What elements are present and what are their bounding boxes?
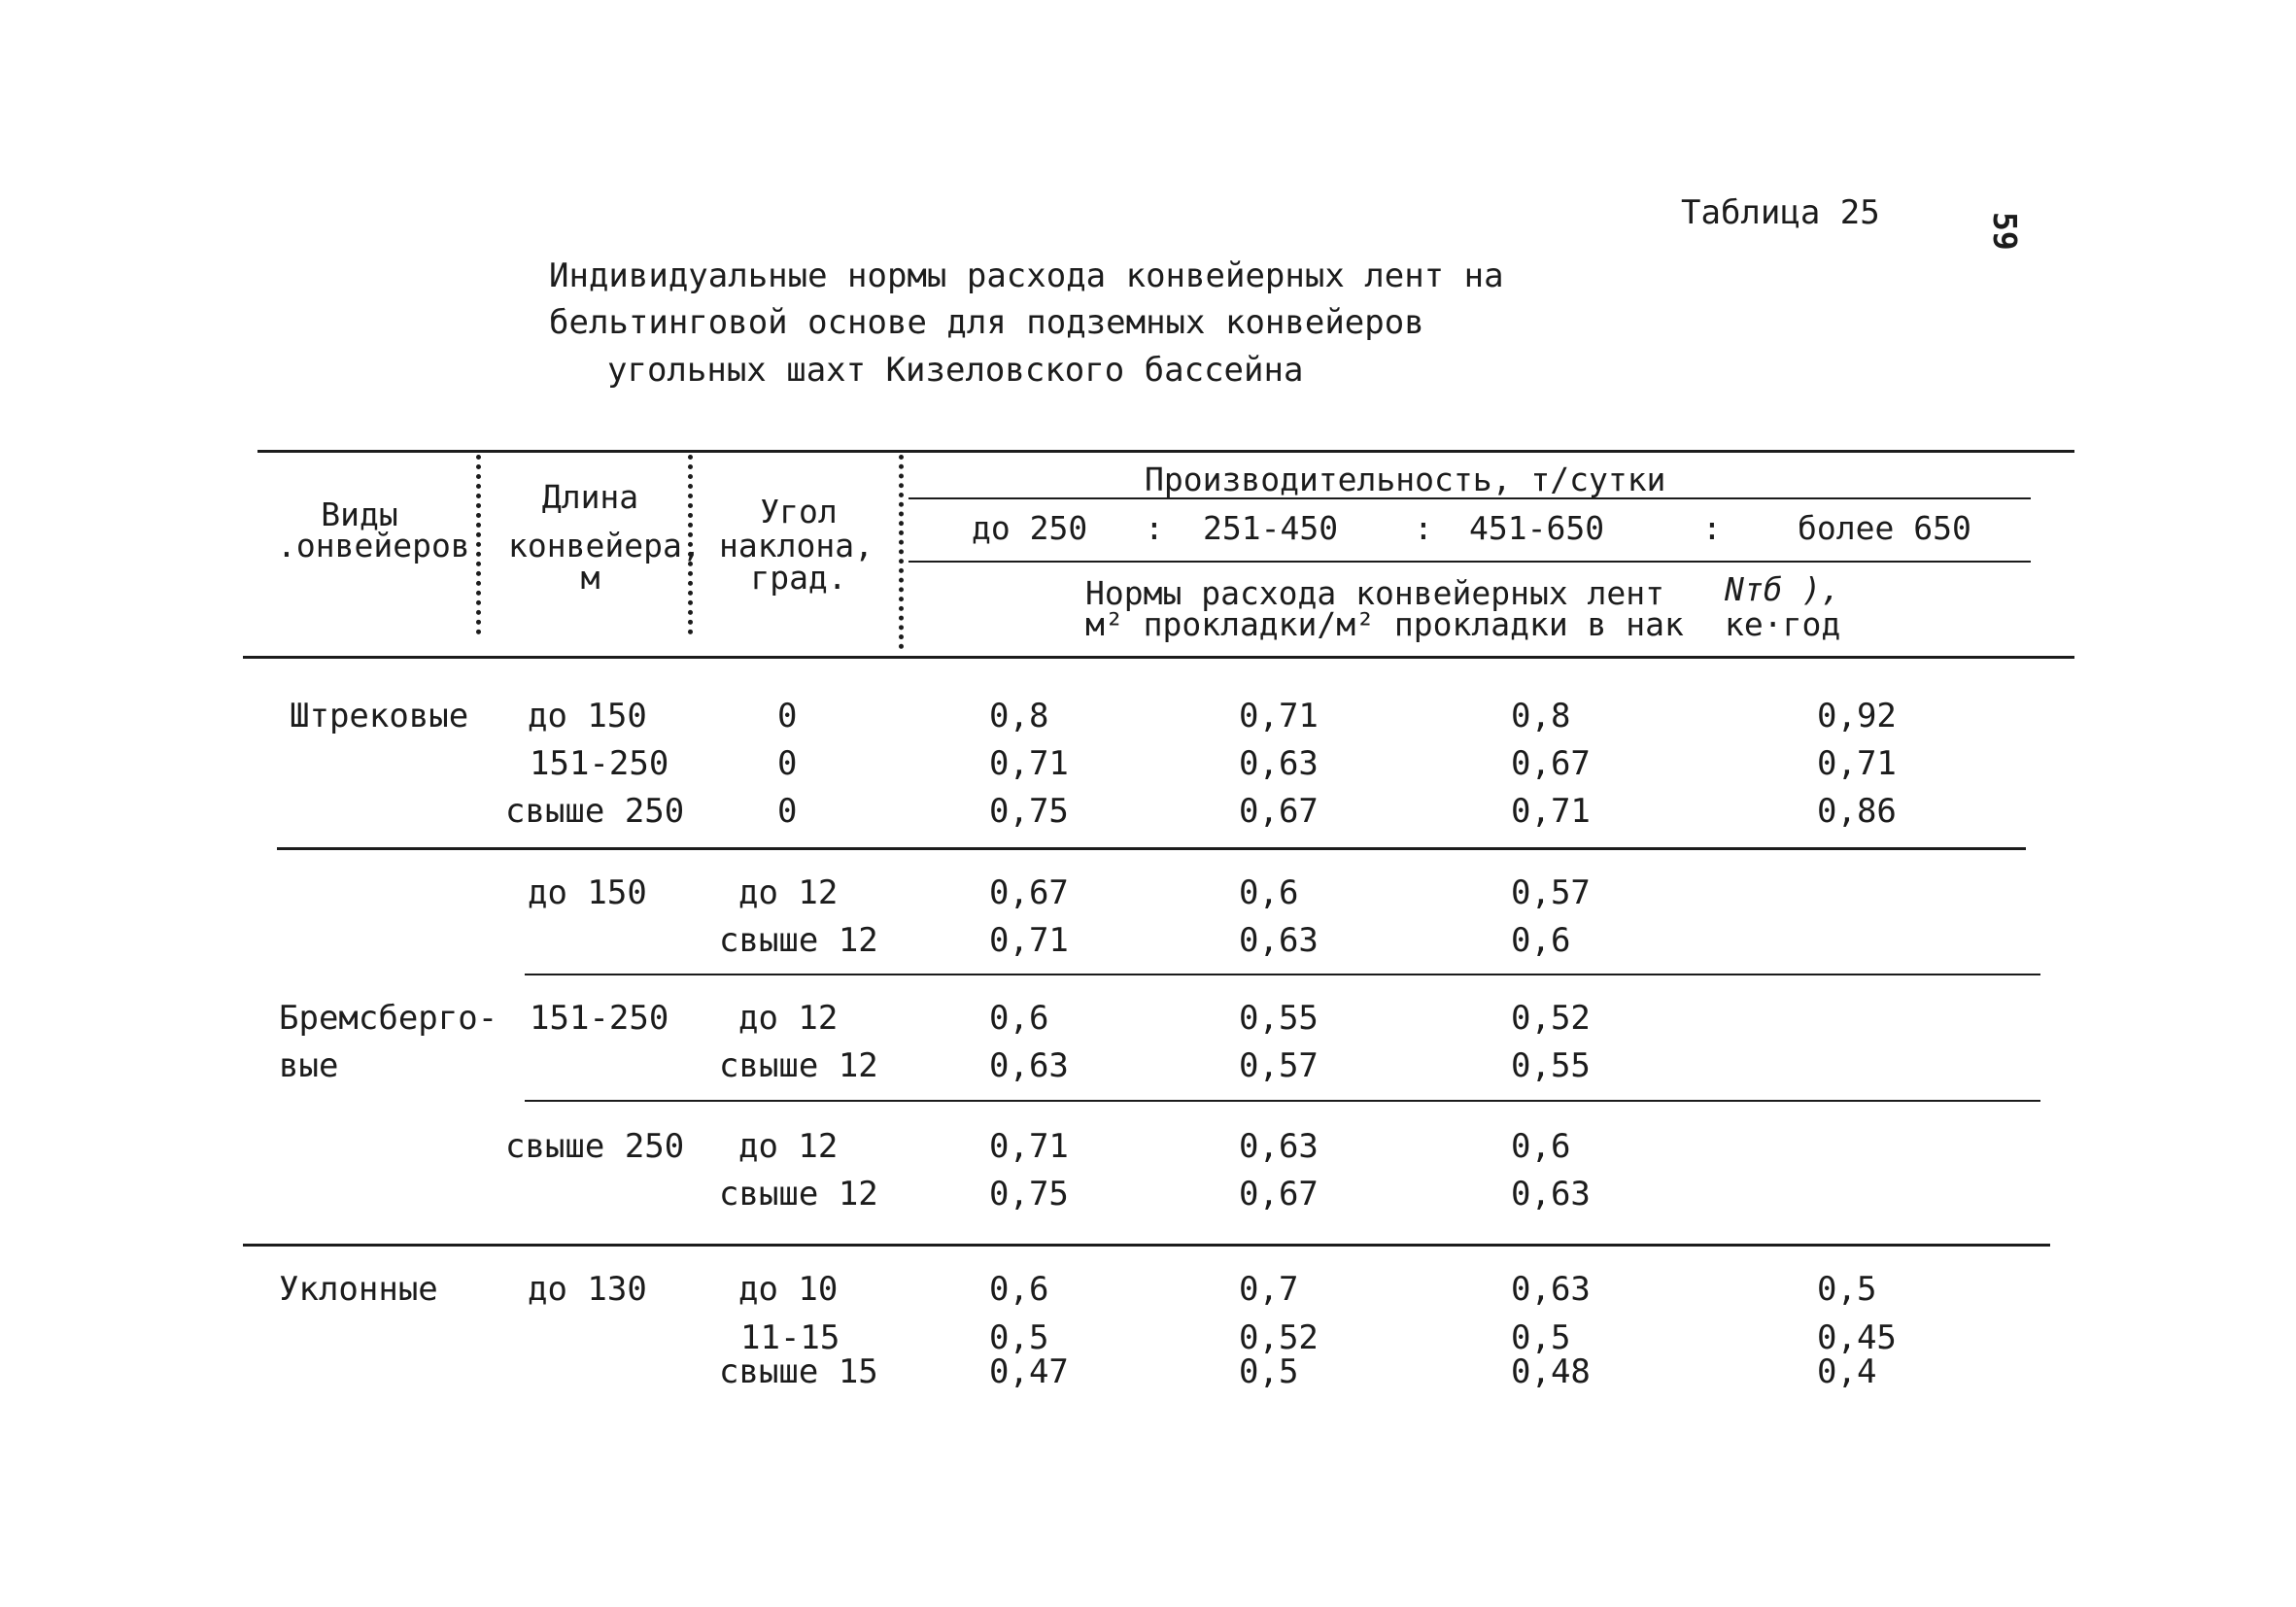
value-cell: 0,71: [1511, 792, 1591, 831]
value-cell: 0,8: [1511, 697, 1571, 735]
length-cell: 151-250: [530, 999, 669, 1038]
page-number: 59: [1986, 212, 2024, 251]
value-cell: 0,75: [989, 1175, 1069, 1214]
header-range-3: 451-650: [1469, 509, 1605, 547]
value-cell: 0,71: [1817, 744, 1897, 783]
value-cell: 0,67: [1511, 744, 1591, 783]
title-line-3: угольных шахт Кизеловского бассейна: [607, 351, 1304, 390]
length-cell: до 150: [528, 697, 647, 735]
value-cell: 0,6: [1511, 921, 1571, 960]
value-cell: 0,92: [1817, 697, 1897, 735]
value-cell: 0,57: [1511, 873, 1591, 912]
group-type-label: вые: [279, 1046, 339, 1085]
col-separator-3: [899, 455, 904, 649]
group-rule-2: [243, 1244, 2050, 1247]
value-cell: 0,5: [1239, 1352, 1299, 1391]
group-type-label: Уклонные: [279, 1270, 438, 1309]
title-line-2: бельтинговой основе для подземных конвейеров: [549, 303, 1424, 342]
value-cell: 0,67: [1239, 792, 1319, 831]
value-cell: 0,52: [1239, 1318, 1319, 1357]
table-top-rule: [257, 450, 2074, 453]
group-type-label: Штрековые: [290, 697, 469, 735]
subgroup-rule-1: [525, 974, 2040, 975]
header-type-line-2: .онвейеров: [277, 527, 470, 564]
header-norms-unit: ке·год: [1725, 605, 1841, 643]
header-type-line-1: Виды: [321, 496, 398, 533]
group-type-label: Бремсберго-: [279, 999, 498, 1038]
angle-cell: свыше 12: [719, 1175, 878, 1214]
value-cell: 0,6: [989, 999, 1049, 1038]
value-cell: 0,48: [1511, 1352, 1591, 1391]
header-length-line-1: Длина: [541, 478, 639, 516]
length-cell: свыше 250: [505, 1127, 685, 1166]
value-cell: 0,67: [989, 873, 1069, 912]
angle-cell: свыше 15: [719, 1352, 878, 1391]
length-cell: 151-250: [530, 744, 669, 783]
header-productivity: Производительность, т/сутки: [1145, 461, 1666, 498]
length-cell: до 130: [528, 1270, 647, 1309]
value-cell: 0,55: [1511, 1046, 1591, 1085]
header-angle-line-3: град.: [750, 559, 847, 597]
value-cell: 0,45: [1817, 1318, 1897, 1357]
value-cell: 0,63: [1511, 1175, 1591, 1214]
value-cell: 0,8: [989, 697, 1049, 735]
value-cell: 0,5: [1817, 1270, 1877, 1309]
value-cell: 0,57: [1239, 1046, 1319, 1085]
table-label: Таблица 25: [1681, 193, 1880, 232]
value-cell: 0,75: [989, 792, 1069, 831]
header-angle-line-1: Угол: [760, 493, 838, 530]
col-separator-1: [476, 455, 481, 634]
angle-cell: до 12: [738, 999, 839, 1038]
value-cell: 0,6: [1511, 1127, 1571, 1166]
value-cell: 0,6: [1239, 873, 1299, 912]
value-cell: 0,4: [1817, 1352, 1877, 1391]
header-range-4: более 650: [1798, 509, 1971, 547]
range-separator-2: :: [1414, 509, 1433, 547]
angle-cell: до 12: [738, 1127, 839, 1166]
header-norms-line-1: Нормы расхода конвейерных лент: [1085, 574, 1665, 612]
angle-cell: до 12: [738, 873, 839, 912]
header-range-1: до 250: [972, 509, 1088, 547]
title-line-1: Индивидуальные нормы расхода конвейерных лент на: [549, 256, 1504, 295]
value-cell: 0,7: [1239, 1270, 1299, 1309]
length-cell: до 150: [528, 873, 647, 912]
angle-cell: 0: [777, 744, 798, 783]
header-angle-line-2: наклона,: [719, 527, 874, 564]
value-cell: 0,71: [989, 921, 1069, 960]
value-cell: 0,5: [989, 1318, 1049, 1357]
group-rule-1: [277, 847, 2026, 850]
value-cell: 0,67: [1239, 1175, 1319, 1214]
range-separator-1: :: [1145, 509, 1164, 547]
value-cell: 0,63: [1239, 1127, 1319, 1166]
value-cell: 0,63: [989, 1046, 1069, 1085]
header-length-line-3: м: [580, 559, 600, 597]
angle-cell: до 10: [738, 1270, 839, 1309]
value-cell: 0,52: [1511, 999, 1591, 1038]
header-range-2: 251-450: [1203, 509, 1339, 547]
header-norms-line-2: м² прокладки/м² прокладки в нак: [1085, 605, 1684, 643]
value-cell: 0,71: [1239, 697, 1319, 735]
value-cell: 0,86: [1817, 792, 1897, 831]
header-norms-symbol: Nтб ),: [1725, 570, 1841, 608]
angle-cell: 11-15: [740, 1318, 840, 1357]
value-cell: 0,63: [1239, 921, 1319, 960]
angle-cell: свыше 12: [719, 1046, 878, 1085]
value-cell: 0,6: [989, 1270, 1049, 1309]
range-separator-3: :: [1702, 509, 1722, 547]
angle-cell: 0: [777, 792, 798, 831]
value-cell: 0,63: [1511, 1270, 1591, 1309]
ranges-rule: [908, 561, 2031, 563]
value-cell: 0,55: [1239, 999, 1319, 1038]
value-cell: 0,71: [989, 1127, 1069, 1166]
value-cell: 0,71: [989, 744, 1069, 783]
value-cell: 0,5: [1511, 1318, 1571, 1357]
header-length-line-2: конвейера,: [508, 527, 702, 564]
angle-cell: свыше 12: [719, 921, 878, 960]
length-cell: свыше 250: [505, 792, 685, 831]
angle-cell: 0: [777, 697, 798, 735]
header-bottom-rule: [243, 656, 2074, 659]
value-cell: 0,47: [989, 1352, 1069, 1391]
value-cell: 0,63: [1239, 744, 1319, 783]
subgroup-rule-2: [525, 1100, 2040, 1102]
